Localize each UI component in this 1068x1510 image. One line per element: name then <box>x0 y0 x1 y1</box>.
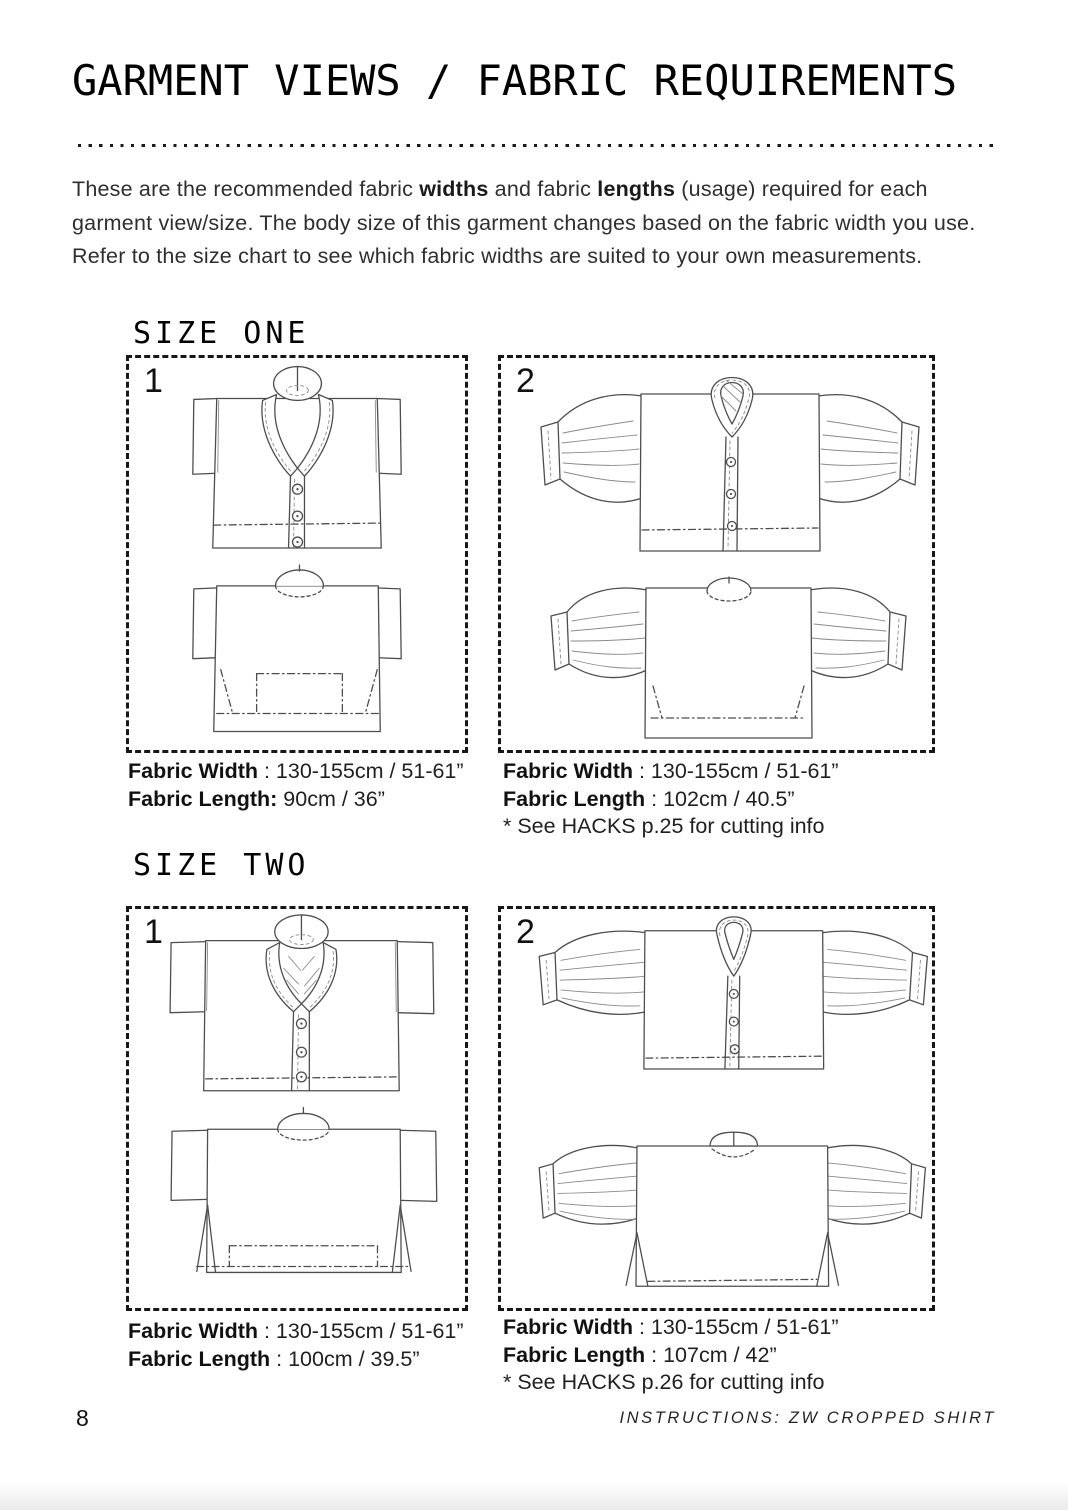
intro-bold-lengths: lengths <box>597 177 676 201</box>
page-number: 8 <box>76 1405 89 1431</box>
fabric-info-size-two-view-1 <box>128 1318 464 1373</box>
fabric-width-line <box>503 1314 839 1342</box>
fabric-width-value: : 130-155cm / 51-61” <box>258 759 464 783</box>
size-one-view-2-illustration <box>501 358 932 750</box>
fabric-width-label: Fabric Width <box>128 759 258 783</box>
dotted-divider <box>78 144 996 147</box>
fabric-length-value: : 102cm / 40.5” <box>645 786 795 811</box>
view-number: 1 <box>144 913 163 951</box>
cutting-note: * See HACKS p.25 for cutting info <box>503 814 825 838</box>
back-short-sleeve-drawing <box>171 1108 437 1273</box>
back-puff-sleeve-drawing <box>539 1132 925 1286</box>
fabric-width-label: Fabric Width <box>128 1319 258 1343</box>
fabric-length-value: : 107cm / 42” <box>645 1342 777 1367</box>
size-one-heading: SIZE ONE <box>133 316 310 351</box>
back-puff-sleeve-drawing <box>551 577 906 738</box>
view-number: 2 <box>516 913 535 951</box>
fabric-width-line <box>503 758 839 786</box>
view-number: 1 <box>144 362 163 400</box>
fabric-info-size-two-view-2 <box>503 1314 839 1397</box>
front-puff-sleeve-drawing <box>541 378 919 552</box>
fabric-width-line <box>128 758 464 786</box>
fabric-width-value: : 130-155cm / 51-61” <box>633 759 839 783</box>
fabric-length-value: : 100cm / 39.5” <box>270 1346 420 1371</box>
intro-bold-widths: widths <box>419 177 489 201</box>
page-title: GARMENT VIEWS / FABRIC REQUIREMENTS <box>72 56 958 105</box>
fabric-length-label: Fabric Length <box>128 1346 271 1371</box>
fabric-length-line <box>128 1346 464 1374</box>
size-two-view-2-illustration <box>501 909 932 1308</box>
cutting-note: * See HACKS p.26 for cutting info <box>503 1370 825 1394</box>
fabric-length-label: Fabric Length: <box>128 786 278 811</box>
back-short-sleeve-drawing <box>193 565 401 732</box>
bottom-page-edge <box>0 1482 1068 1510</box>
size-one-view-1-illustration <box>129 358 465 750</box>
fabric-info-size-one-view-2 <box>503 758 839 841</box>
footer-instructions-label: INSTRUCTIONS: ZW CROPPED SHIRT <box>619 1409 996 1427</box>
size-one-view-2-panel <box>498 355 935 753</box>
fabric-width-value: : 130-155cm / 51-61” <box>633 1315 839 1339</box>
front-short-sleeve-drawing <box>193 367 401 548</box>
size-one-view-1-panel <box>126 355 468 753</box>
view-number: 2 <box>516 362 535 400</box>
size-two-view-2-panel <box>498 906 935 1311</box>
fabric-width-value: : 130-155cm / 51-61” <box>258 1319 464 1343</box>
fabric-width-label: Fabric Width <box>503 759 633 783</box>
fabric-length-line <box>503 1342 839 1370</box>
size-two-heading: SIZE TWO <box>133 848 310 883</box>
fabric-width-label: Fabric Width <box>503 1315 633 1339</box>
intro-text: These are the recommended fabric <box>72 177 420 201</box>
fabric-length-label: Fabric Length <box>503 1342 646 1367</box>
fabric-length-line <box>503 786 839 814</box>
fabric-length-label: Fabric Length <box>503 786 646 811</box>
intro-text: (usage) required for each garment view/size. The body size of this garment changes based on the fabric width you use. Refer to the size chart to see which fabric widths are suited to your own measurements. <box>72 177 976 268</box>
intro-text: and fabric <box>488 177 598 201</box>
front-puff-sleeve-drawing <box>539 917 927 1069</box>
fabric-length-line <box>128 786 464 814</box>
fabric-length-value: 90cm / 36” <box>277 786 385 811</box>
size-two-view-1-illustration <box>129 909 465 1308</box>
fabric-info-size-one-view-1 <box>128 758 464 813</box>
size-two-view-1-panel <box>126 906 468 1311</box>
fabric-width-line <box>128 1318 464 1346</box>
front-short-sleeve-drawing <box>170 915 434 1091</box>
intro-paragraph <box>72 173 992 274</box>
